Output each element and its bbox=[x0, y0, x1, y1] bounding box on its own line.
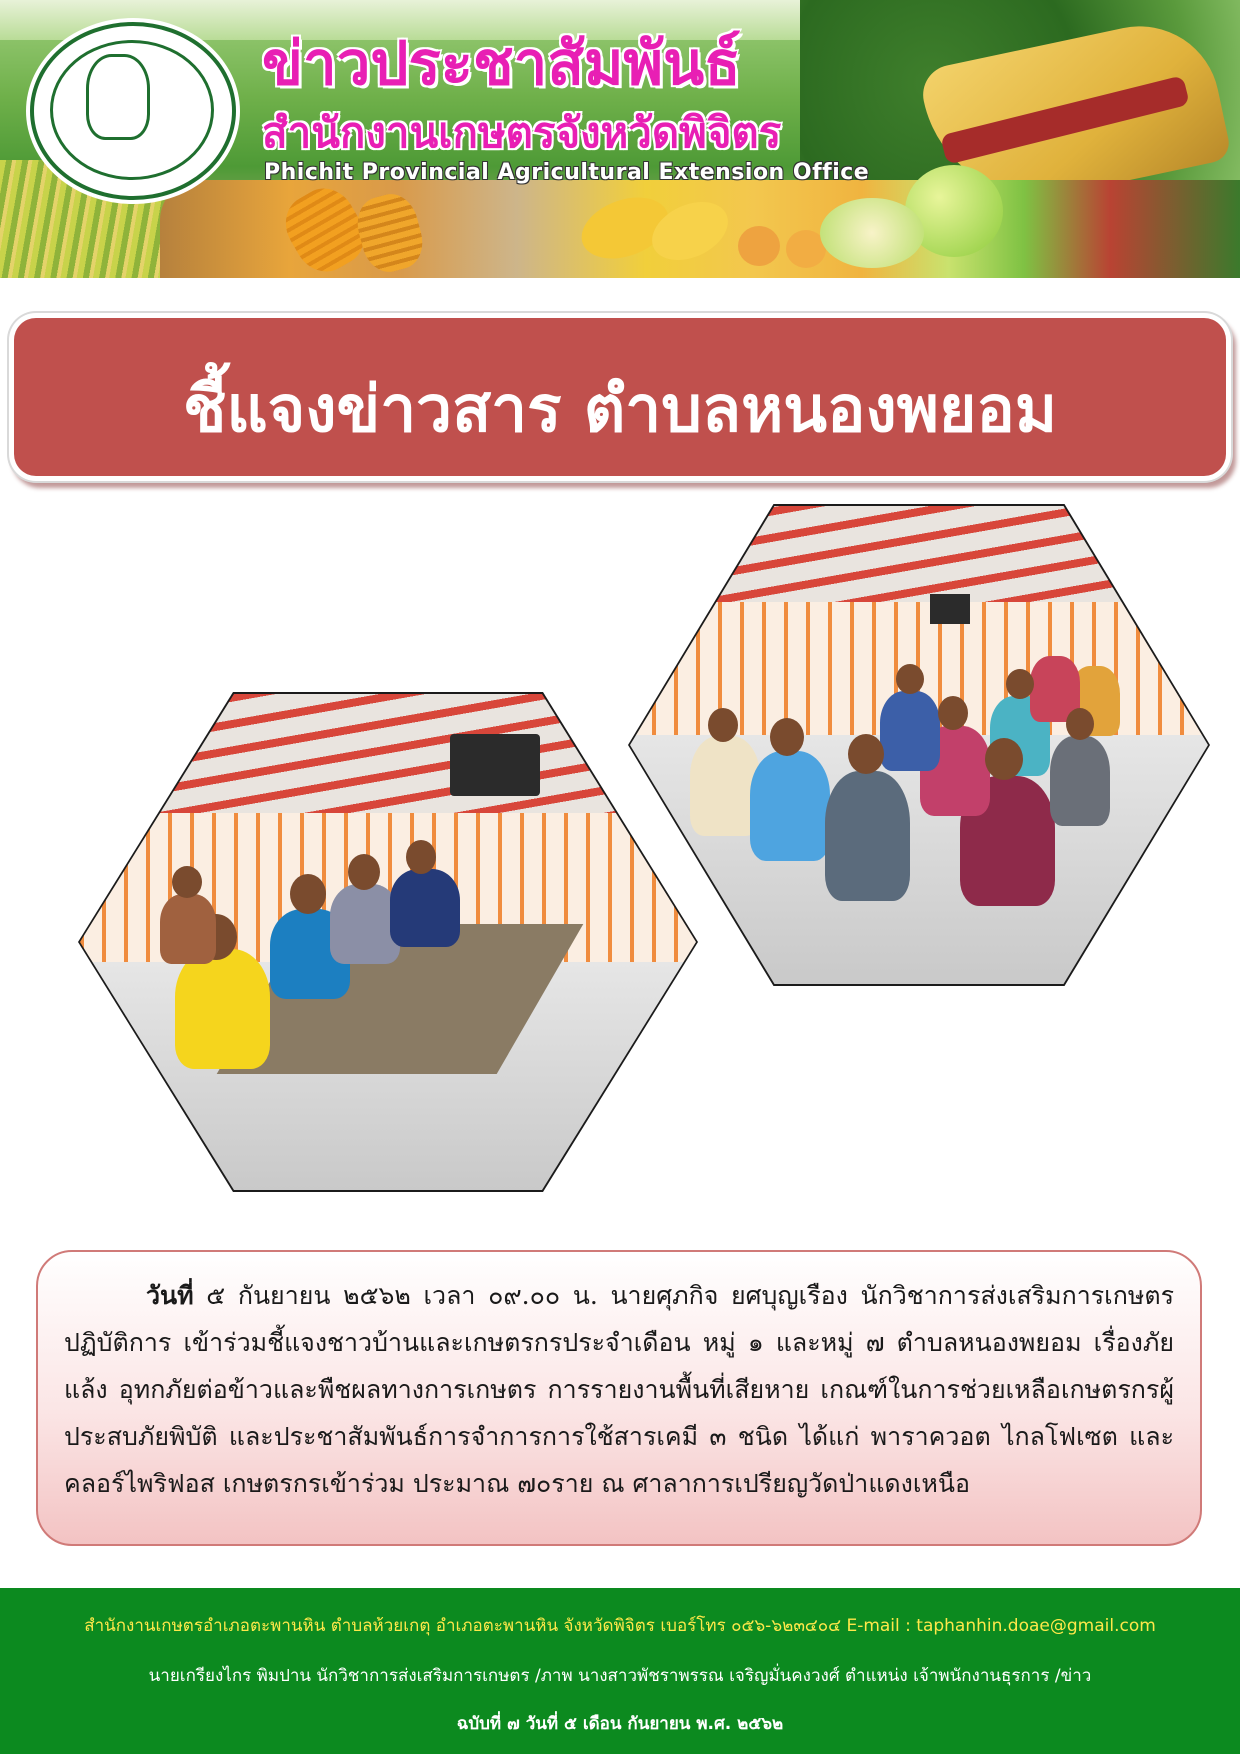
audience-head bbox=[708, 708, 738, 742]
headline-ribbon bbox=[14, 318, 1226, 476]
footer-bar bbox=[0, 1588, 1240, 1754]
person-head bbox=[406, 840, 436, 874]
news-body-text: ๕ กันยายน ๒๕๖๒ เวลา ๐๙.๐๐ น. นายศุภกิจ ยศบุญเรือง นักวิชาการส่งเสริมการเกษตรปฏิบัติการ เข้าร่วมชี้แจงชาวบ้านและเกษตรกรประจำเดือน หมู่ ๑ และหมู่ ๗ ตำบลหนองพยอม เรื่องภัยแล้ง อุทกภัยต่อข้าวและพืชผลทางการเกษตร การรายงานพื้นที่เสียหาย เกณฑ์ในการช่วยเหลือเกษตรกรผู้ประสบภัยพิบัติ และประชาสัมพันธ์การจำการการใช้สารเคมี ๓ ชนิด ได้แก่ พาราควอต ไกลโฟเซต และคลอร์ไพริฟอส เกษตรกรเข้าร่วม ประมาณ ๗๐ราย ณ ศาลาการเปรียญวัดป่าแดงเหนือ bbox=[64, 1281, 1174, 1498]
news-body-lead: วันที่ bbox=[146, 1281, 194, 1310]
seal-figure-icon bbox=[86, 54, 150, 140]
person-seated-back bbox=[160, 894, 216, 964]
audience-head bbox=[938, 696, 968, 730]
audience-head bbox=[896, 664, 924, 694]
footer-credits-line: นายเกรียงไกร พิมปาน นักวิชาการส่งเสริมการเกษตร /ภาพ นางสาวพัชราพรรณ เจริญมั่นคงวงศ์ ตำแหน่ง เจ้าพนักงานธุรการ /ข่าว bbox=[148, 1666, 1092, 1686]
audience-member bbox=[825, 771, 910, 901]
person-head bbox=[290, 874, 326, 914]
header-office-en: Phichit Provincial Agricultural Extension Office bbox=[264, 160, 870, 185]
headline-text: ชี้แจงข่าวสาร ตำบลหนองพยอม bbox=[183, 373, 1057, 447]
footer-contact-line: สำนักงานเกษตรอำเภอตะพานหิน ตำบลห้วยเกตุ อำเภอตะพานหิน จังหวัดพิจิตร เบอร์โทร ๐๕๖-๖๒๓๔๐๔ E-mail : taphanhin.doae@gmail.com bbox=[84, 1616, 1156, 1636]
pomelo-half-image bbox=[820, 198, 924, 268]
audience-member bbox=[750, 751, 830, 861]
photo-meeting-table bbox=[78, 692, 698, 1192]
news-body-box bbox=[36, 1250, 1202, 1546]
audience-head bbox=[1006, 669, 1034, 699]
photo-audience bbox=[628, 504, 1210, 986]
person-head bbox=[348, 854, 380, 890]
speaker-box bbox=[450, 734, 540, 796]
photo-roof bbox=[630, 506, 1208, 602]
header-title: ข่าวประชาสัมพันธ์ bbox=[262, 29, 741, 99]
audience-head bbox=[985, 738, 1023, 780]
footer-issue-line: ฉบับที่ ๗ วันที่ ๕ เดือน กันยายน พ.ศ. ๒๕๖๒ bbox=[456, 1714, 784, 1734]
person-yellow-shirt bbox=[175, 949, 270, 1069]
header-office-th: สำนักงานเกษตรจังหวัดพิจิตร bbox=[262, 108, 782, 157]
person-navy-shirt bbox=[390, 869, 460, 947]
department-seal-logo bbox=[30, 22, 236, 200]
photo-roof bbox=[80, 694, 696, 813]
photo-meeting-table-image bbox=[80, 694, 696, 1190]
audience-head bbox=[770, 718, 804, 756]
orange-image bbox=[738, 226, 780, 266]
person-head bbox=[172, 866, 202, 898]
audience-member bbox=[880, 691, 940, 771]
photo-audience-image bbox=[630, 506, 1208, 984]
speaker-box bbox=[930, 594, 970, 624]
audience-member bbox=[1050, 736, 1110, 826]
header-banner bbox=[0, 0, 1240, 278]
audience-head bbox=[848, 734, 884, 774]
audience-head bbox=[1066, 708, 1094, 740]
news-body-paragraph bbox=[64, 1272, 1174, 1507]
